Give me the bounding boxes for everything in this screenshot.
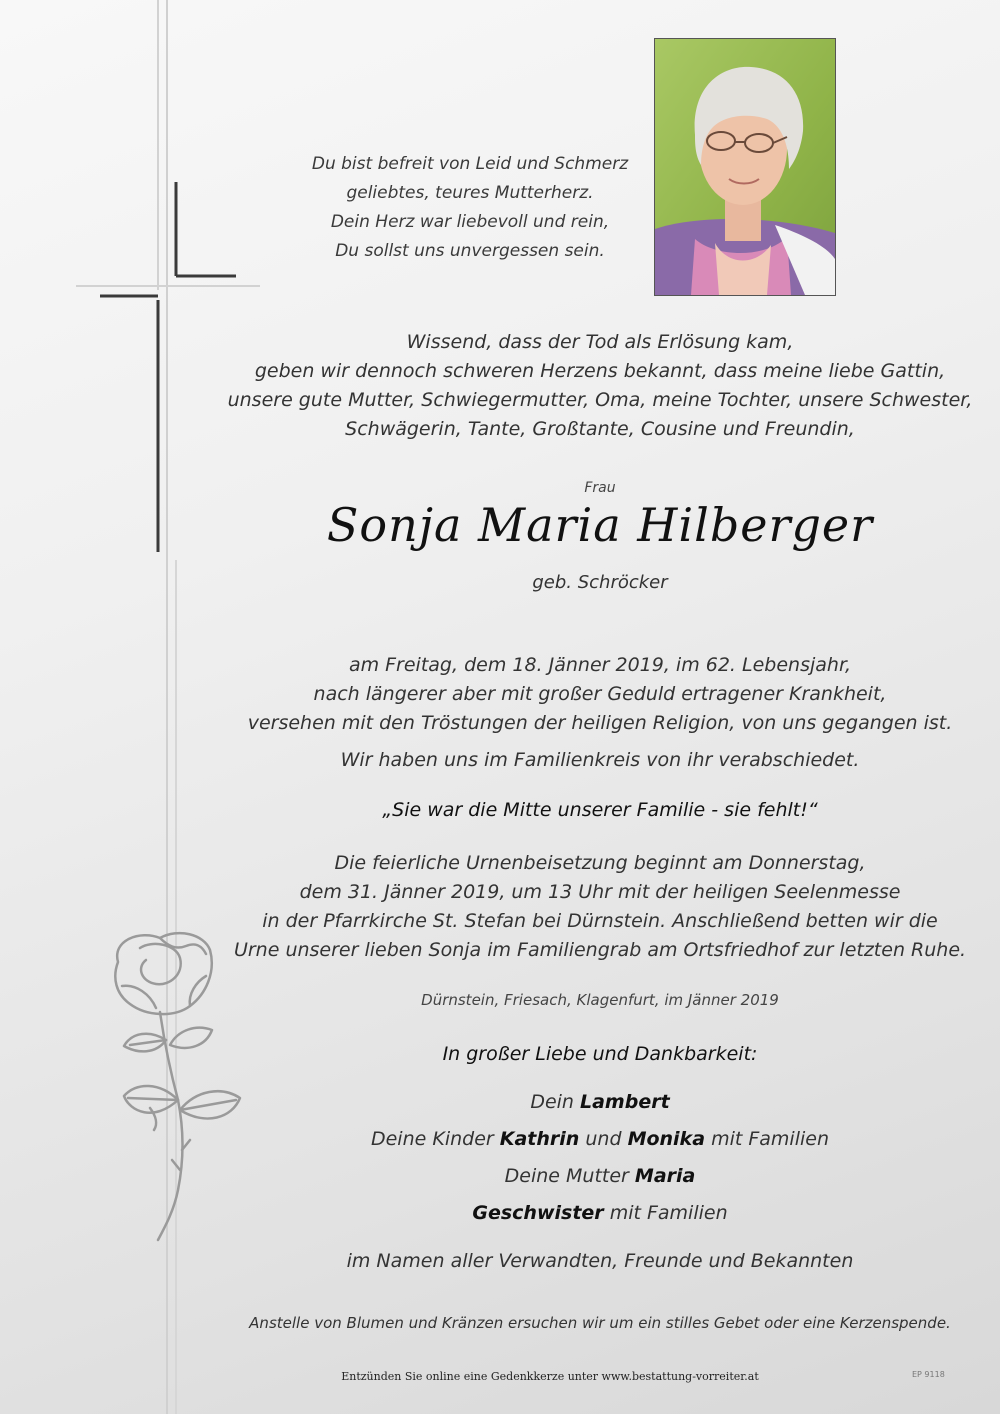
burial-line: Urne unserer lieben Sonja im Familiengrab am Ortsfriedhof zur letzten Ruhe. (233, 939, 967, 961)
mourner-mother (200, 1162, 1000, 1199)
relatives-line: im Namen aller Verwandten, Freunde und Bekannten (346, 1250, 854, 1272)
mourner-name: Monika (627, 1128, 706, 1150)
mourner-prefix: Dein (530, 1091, 574, 1113)
intro-line: geben wir dennoch schweren Herzens bekannt, dass meine liebe Gattin, (254, 360, 946, 382)
birth-name: geb. Schröcker (532, 572, 668, 593)
poem-line: Du bist befreit von Leid und Schmerz (311, 154, 629, 174)
place-date: Dürnstein, Friesach, Klagenfurt, im Jänner 2019 (421, 991, 779, 1009)
mourner-name: Lambert (580, 1091, 670, 1113)
mourner-husband (200, 1088, 1000, 1125)
mourner-prefix: Deine Mutter (504, 1165, 629, 1187)
love-line: In großer Liebe und Dankbarkeit: (442, 1043, 758, 1065)
death-line: am Freitag, dem 18. Jänner 2019, im 62. Lebensjahr, (348, 654, 852, 676)
mourner-children (200, 1125, 1000, 1162)
footer-text: Entzünden Sie online eine Gedenkkerze unter www.bestattung-vorreiter.at (341, 1370, 759, 1383)
poem (270, 150, 670, 266)
burial-info (200, 849, 1000, 965)
intro-line: unsere gute Mutter, Schwiegermutter, Oma, meine Tochter, unsere Schwester, (227, 389, 973, 411)
mourner-siblings (200, 1199, 1000, 1236)
death-line: versehen mit den Tröstungen der heiligen Religion, von uns gegangen ist. (247, 712, 953, 734)
deceased-name: Sonja Maria Hilberger (326, 498, 874, 552)
intro-text (200, 328, 1000, 444)
mourner-name: Maria (634, 1165, 696, 1187)
donation-notice: Anstelle von Blumen und Kränzen ersuchen wir um ein stilles Gebet oder eine Kerzenspende. (249, 1314, 951, 1332)
burial-line: Die feierliche Urnenbeisetzung beginnt am Donnerstag, (334, 852, 866, 874)
intro-line: Wissend, dass der Tod als Erlösung kam, (406, 331, 794, 353)
poem-line: Du sollst uns unvergessen sein. (335, 241, 605, 261)
intro-line: Schwägerin, Tante, Großtante, Cousine und Freundin, (345, 418, 855, 440)
death-notice (200, 651, 1000, 738)
mourners-list (200, 1088, 1000, 1236)
quote: „Sie war die Mitte unserer Familie - sie fehlt!“ (382, 799, 818, 821)
poem-line: geliebtes, teures Mutterherz. (346, 183, 594, 203)
poem-line: Dein Herz war liebevoll und rein, (330, 212, 610, 232)
burial-line: dem 31. Jänner 2019, um 13 Uhr mit der heiligen Seelenmesse (299, 881, 901, 903)
mourner-suffix: mit Familien (711, 1128, 830, 1150)
mourner-name: Geschwister (472, 1202, 604, 1224)
farewell-text: Wir haben uns im Familienkreis von ihr verabschiedet. (340, 749, 860, 771)
death-line: nach längerer aber mit großer Geduld ertragener Krankheit, (313, 683, 887, 705)
portrait-photo (654, 38, 836, 296)
mourner-suffix: mit Familien (609, 1202, 728, 1224)
template-code: EP 9118 (912, 1370, 945, 1379)
burial-line: in der Pfarrkirche St. Stefan bei Dürnstein. Anschließend betten wir die (262, 910, 938, 932)
mourner-prefix: Deine Kinder (370, 1128, 494, 1150)
mourner-conjunction: und (585, 1128, 622, 1150)
mourner-name: Kathrin (499, 1128, 580, 1150)
salutation: Frau (584, 480, 616, 496)
